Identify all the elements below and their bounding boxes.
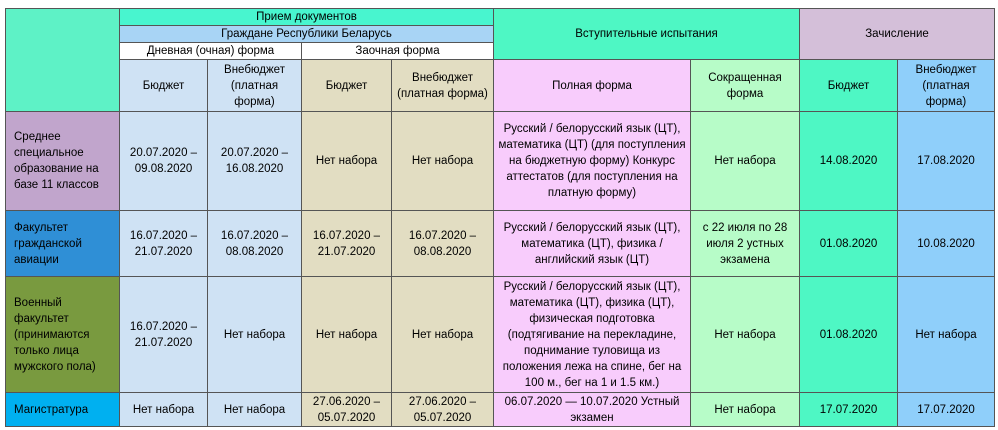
subheader-day-budget: Бюджет: [120, 60, 208, 112]
cell-day-paid: Нет набора: [208, 277, 302, 393]
cell-day-budget: 20.07.2020 – 09.08.2020: [120, 112, 208, 211]
row-name: Факультет гражданской авиации: [6, 211, 120, 277]
cell-enroll-paid: 17.07.2020: [898, 393, 995, 427]
subheader-day-paid: Внебюджет (платная форма): [208, 60, 302, 112]
cell-day-paid: 16.07.2020 – 08.08.2020: [208, 211, 302, 277]
header-zaochnaya: Заочная форма: [302, 43, 494, 60]
cell-zaoch-paid: Нет набора: [392, 112, 494, 211]
subheader-enroll-paid: Внебюджет (платная форма): [898, 60, 995, 112]
cell-zaoch-paid: 27.06.2020 – 05.07.2020: [392, 393, 494, 427]
subheader-short-form: Сокращенная форма: [691, 60, 800, 112]
table-row: [6, 277, 995, 393]
cell-enroll-budget: 01.08.2020: [800, 277, 898, 393]
cell-exam-full: Русский / белорусский язык (ЦТ), математика (ЦТ) (для поступления на бюджетную форму) Конкурс аттестатов (для поступления на платную форму): [494, 112, 691, 211]
cell-exam-short: Нет набора: [691, 112, 800, 211]
header-exams: Вступительные испытания: [494, 9, 800, 60]
corner-cell: [6, 9, 120, 112]
cell-enroll-paid: 10.08.2020: [898, 211, 995, 277]
row-name: Среднее специальное образование на базе 11 классов: [6, 112, 120, 211]
cell-zaoch-budget: Нет набора: [302, 112, 392, 211]
table-row: [6, 211, 995, 277]
header-citizens: Граждане Республики Беларусь: [120, 26, 494, 43]
table-row: [6, 112, 995, 211]
subheader-zaoch-budget: Бюджет: [302, 60, 392, 112]
cell-day-budget: 16.07.2020 – 21.07.2020: [120, 277, 208, 393]
table-row: [6, 393, 995, 427]
cell-day-budget: 16.07.2020 – 21.07.2020: [120, 211, 208, 277]
cell-day-budget: Нет набора: [120, 393, 208, 427]
cell-exam-short: с 22 июля по 28 июля 2 устных экзамена: [691, 211, 800, 277]
cell-enroll-budget: 01.08.2020: [800, 211, 898, 277]
cell-enroll-budget: 14.08.2020: [800, 112, 898, 211]
cell-enroll-paid: 17.08.2020: [898, 112, 995, 211]
header-priem: Прием документов: [120, 9, 494, 26]
header-enrollment: Зачисление: [800, 9, 995, 60]
cell-zaoch-budget: 16.07.2020 – 21.07.2020: [302, 211, 392, 277]
cell-zaoch-paid: Нет набора: [392, 277, 494, 393]
header-day-form: Дневная (очная) форма: [120, 43, 302, 60]
row-name: Магистратура: [6, 393, 120, 427]
cell-exam-full: Русский / белорусский язык (ЦТ), математика (ЦТ), физика (ЦТ), физическая подготовка (подтягивание на перекладине, поднимание туловища из положения лежа на спине, бег на 100 м., бег на 1 и 1.5 км.): [494, 277, 691, 393]
subheader-zaoch-paid: Внебюджет (платная форма): [392, 60, 494, 112]
cell-day-paid: Нет набора: [208, 393, 302, 427]
cell-exam-full: 06.07.2020 — 10.07.2020 Устный экзамен: [494, 393, 691, 427]
subheader-enroll-budget: Бюджет: [800, 60, 898, 112]
cell-exam-short: Нет набора: [691, 277, 800, 393]
cell-day-paid: 20.07.2020 – 16.08.2020: [208, 112, 302, 211]
cell-enroll-paid: Нет набора: [898, 277, 995, 393]
subheader-full-form: Полная форма: [494, 60, 691, 112]
cell-exam-short: Нет набора: [691, 393, 800, 427]
cell-zaoch-budget: Нет набора: [302, 277, 392, 393]
cell-zaoch-paid: 16.07.2020 – 08.08.2020: [392, 211, 494, 277]
row-name: Военный факультет (принимаются только лица мужского пола): [6, 277, 120, 393]
cell-enroll-budget: 17.07.2020: [800, 393, 898, 427]
cell-exam-full: Русский / белорусский язык (ЦТ), математика (ЦТ), физика / английский язык (ЦТ): [494, 211, 691, 277]
admission-table: [5, 8, 995, 427]
cell-zaoch-budget: 27.06.2020 – 05.07.2020: [302, 393, 392, 427]
